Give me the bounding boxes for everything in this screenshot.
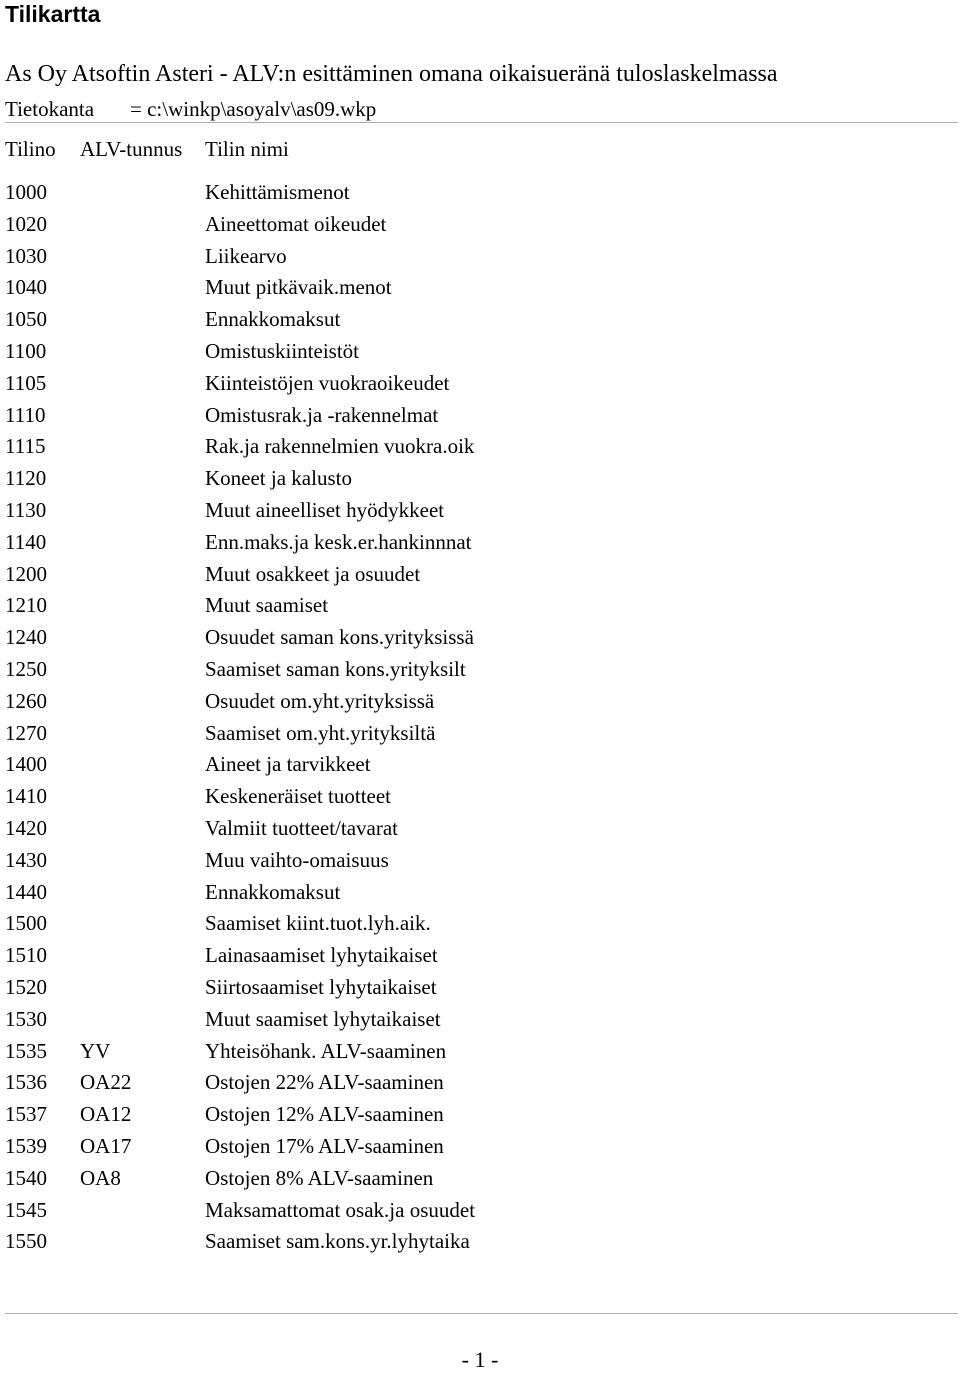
account-number: 1550 xyxy=(5,1229,47,1254)
table-row xyxy=(5,877,955,909)
account-name: Ostojen 12% ALV-saaminen xyxy=(205,1102,444,1127)
account-name: Saamiset saman kons.yrityksilt xyxy=(205,656,466,681)
account-name: Ennakkomaksut xyxy=(205,307,341,332)
table-row xyxy=(5,686,955,718)
account-name: Saamiset kiint.tuot.lyh.aik. xyxy=(205,911,431,936)
account-number: 1260 xyxy=(5,688,47,713)
account-number: 1539 xyxy=(5,1133,47,1158)
account-name: Yhteisöhank. ALV-saaminen xyxy=(205,1038,447,1063)
table-row xyxy=(5,972,955,1004)
account-number: 1536 xyxy=(5,1070,47,1095)
account-name: Keskeneräiset tuotteet xyxy=(205,784,392,809)
account-number: 1400 xyxy=(5,752,47,777)
column-header-row xyxy=(5,134,955,164)
database-line xyxy=(5,95,960,123)
database-path: = c:\winkp\asoyalv\as09.wkp xyxy=(130,97,377,121)
table-row xyxy=(5,845,955,877)
account-number: 1210 xyxy=(5,593,47,618)
table-row xyxy=(5,781,955,813)
account-name: Saamiset om.yht.yrityksiltä xyxy=(205,720,436,745)
account-name: Muut saamiset lyhytaikaiset xyxy=(205,1006,441,1031)
vat-code: OA8 xyxy=(80,1165,121,1190)
account-name: Ostojen 22% ALV-saaminen xyxy=(205,1070,444,1095)
account-name: Ennakkomaksut xyxy=(205,879,341,904)
table-row xyxy=(5,749,955,781)
account-name: Aineet ja tarvikkeet xyxy=(205,752,371,777)
account-name: Kiinteistöjen vuokraoikeudet xyxy=(205,370,450,395)
account-number: 1410 xyxy=(5,784,47,809)
table-row xyxy=(5,241,955,273)
account-number: 1130 xyxy=(5,497,47,522)
account-number: 1200 xyxy=(5,561,47,586)
table-row xyxy=(5,1099,955,1131)
account-number: 1440 xyxy=(5,879,47,904)
vat-code: OA12 xyxy=(80,1102,132,1127)
account-number: 1100 xyxy=(5,338,47,363)
table-row xyxy=(5,1036,955,1068)
report-title: As Oy Atsoftin Asteri - ALV:n esittäminen omana oikaisueränä tuloslaskelmassa xyxy=(5,61,778,87)
table-row xyxy=(5,1163,955,1195)
account-number: 1120 xyxy=(5,466,47,491)
table-row xyxy=(5,1131,955,1163)
account-number: 1030 xyxy=(5,243,47,268)
account-number: 1140 xyxy=(5,529,47,554)
account-name: Enn.maks.ja kesk.er.hankinnnat xyxy=(205,529,472,554)
table-row xyxy=(5,940,955,972)
table-row xyxy=(5,400,955,432)
account-number: 1510 xyxy=(5,943,47,968)
table-row xyxy=(5,654,955,686)
account-name: Muut osakkeet ja osuudet xyxy=(205,561,421,586)
account-name: Liikearvo xyxy=(205,243,287,268)
footer-divider xyxy=(5,1313,958,1314)
vat-code: OA22 xyxy=(80,1070,132,1095)
account-name: Lainasaamiset lyhytaikaiset xyxy=(205,943,438,968)
table-row xyxy=(5,559,955,591)
account-name: Kehittämismenot xyxy=(205,180,350,204)
account-number: 1430 xyxy=(5,847,47,872)
account-number: 1537 xyxy=(5,1102,47,1127)
database-label: Tietokanta xyxy=(5,97,95,121)
table-row xyxy=(5,1195,955,1227)
account-number: 1270 xyxy=(5,720,47,745)
column-header-account-no: Tilino xyxy=(5,137,56,161)
account-name: Muu vaihto-omaisuus xyxy=(205,847,389,872)
table-row xyxy=(5,209,955,241)
account-name: Muut saamiset xyxy=(205,593,329,618)
header-divider xyxy=(5,122,958,123)
table-row xyxy=(5,495,955,527)
table-row xyxy=(5,622,955,654)
account-number: 1240 xyxy=(5,625,47,650)
account-number: 1040 xyxy=(5,275,47,300)
table-row xyxy=(5,431,955,463)
table-row xyxy=(5,1067,955,1099)
account-name: Omistusrak.ja -rakennelmat xyxy=(205,402,439,427)
account-number: 1540 xyxy=(5,1165,47,1190)
account-number: 1020 xyxy=(5,211,47,236)
table-row xyxy=(5,336,955,368)
column-header-vat-code: ALV-tunnus xyxy=(80,137,183,161)
table-row xyxy=(5,908,955,940)
account-number: 1530 xyxy=(5,1006,47,1031)
account-name: Ostojen 17% ALV-saaminen xyxy=(205,1133,444,1158)
account-name: Maksamattomat osak.ja osuudet xyxy=(205,1197,476,1222)
table-row xyxy=(5,1226,955,1258)
account-name: Osuudet om.yht.yrityksissä xyxy=(205,688,435,713)
vat-code: OA17 xyxy=(80,1133,132,1158)
table-row xyxy=(5,527,955,559)
account-name: Omistuskiinteistöt xyxy=(205,338,360,363)
account-number: 1500 xyxy=(5,911,47,936)
table-row xyxy=(5,304,955,336)
table-row xyxy=(5,718,955,750)
account-number: 1545 xyxy=(5,1197,47,1222)
table-row xyxy=(5,272,955,304)
account-name: Muut pitkävaik.menot xyxy=(205,275,392,300)
account-number: 1115 xyxy=(5,434,46,459)
vat-code: YV xyxy=(80,1038,111,1063)
table-row xyxy=(5,813,955,845)
account-name: Saamiset sam.kons.yr.lyhytaika xyxy=(205,1229,470,1254)
account-name: Koneet ja kalusto xyxy=(205,466,352,491)
table-row xyxy=(5,1004,955,1036)
account-name: Osuudet saman kons.yrityksissä xyxy=(205,625,474,650)
account-name: Valmiit tuotteet/tavarat xyxy=(205,815,399,840)
table-row xyxy=(5,368,955,400)
account-list xyxy=(5,177,955,1258)
account-number: 1250 xyxy=(5,656,47,681)
account-name: Siirtosaamiset lyhytaikaiset xyxy=(205,974,437,999)
account-number: 1110 xyxy=(5,402,46,427)
account-name: Ostojen 8% ALV-saaminen xyxy=(205,1165,434,1190)
account-name: Muut aineelliset hyödykkeet xyxy=(205,497,445,522)
account-number: 1105 xyxy=(5,370,47,395)
column-header-account-name: Tilin nimi xyxy=(205,137,289,161)
table-row xyxy=(5,463,955,495)
document-title: Tilikartta xyxy=(5,1,101,27)
account-number: 1520 xyxy=(5,974,47,999)
account-number: 1000 xyxy=(5,180,47,204)
account-name: Aineettomat oikeudet xyxy=(205,211,387,236)
table-row xyxy=(5,590,955,622)
table-row xyxy=(5,177,955,209)
account-number: 1050 xyxy=(5,307,47,332)
account-name: Rak.ja rakennelmien vuokra.oik xyxy=(205,434,475,459)
account-number: 1535 xyxy=(5,1038,47,1063)
page-number: - 1 - xyxy=(461,1347,499,1372)
account-number: 1420 xyxy=(5,815,47,840)
